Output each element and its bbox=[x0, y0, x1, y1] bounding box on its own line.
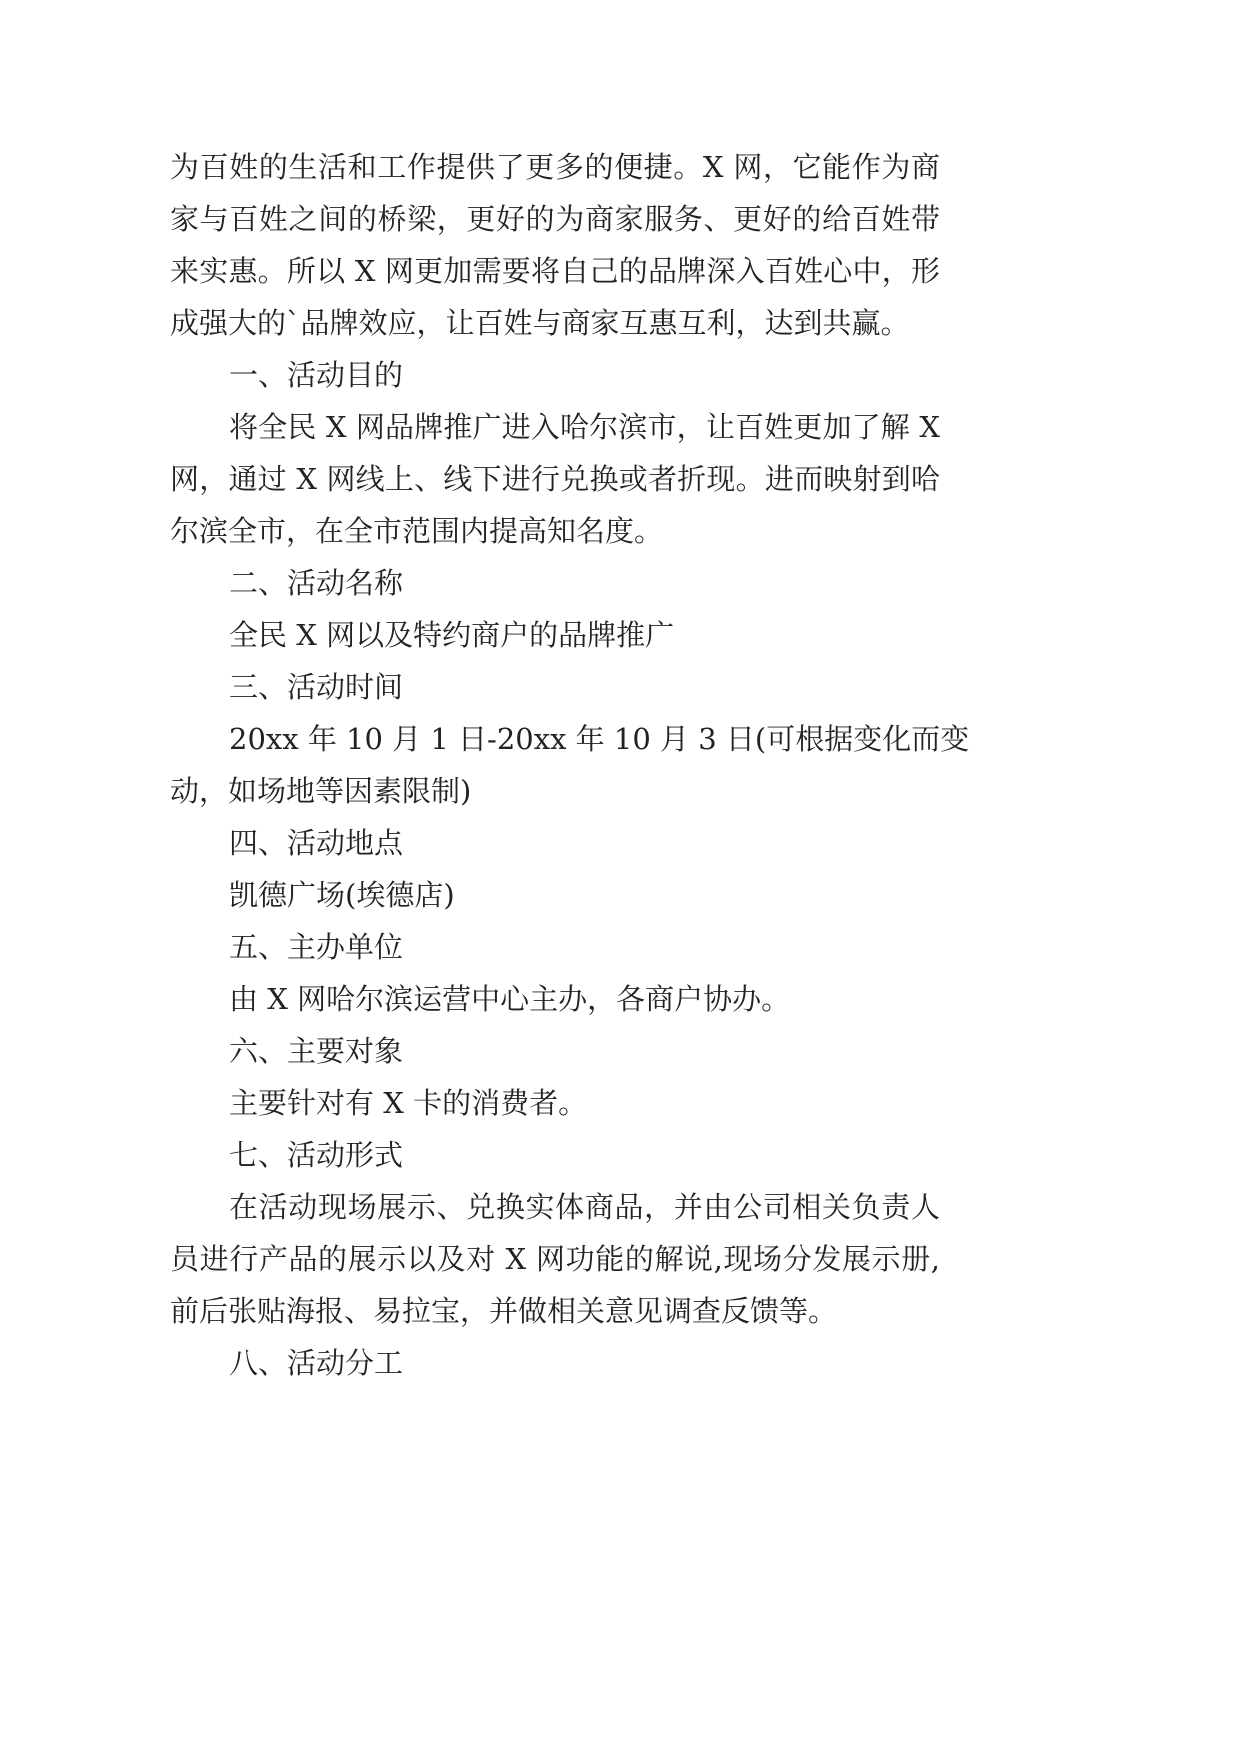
body-text-line: 由 X 网哈尔滨运营中心主办，各商户协办。 bbox=[229, 982, 791, 1016]
body-text-line: 网，通过 X 网线上、线下进行兑换或者折现。进而映射到哈 bbox=[170, 462, 940, 496]
body-text-line: 全民 X 网以及特约商户的品牌推广 bbox=[229, 618, 675, 652]
body-text-line: 在活动现场展示、兑换实体商品，并由公司相关负责人 bbox=[229, 1190, 940, 1224]
section-heading: 三、活动时间 bbox=[229, 670, 404, 704]
section-heading: 一、活动目的 bbox=[229, 358, 404, 392]
section-heading: 七、活动形式 bbox=[229, 1138, 404, 1172]
body-text-line: 为百姓的生活和工作提供了更多的便捷。X 网，它能作为商 bbox=[170, 150, 940, 184]
body-text-line: 家与百姓之间的桥梁，更好的为商家服务、更好的给百姓带 bbox=[170, 202, 940, 236]
body-text-line: 来实惠。所以 X 网更加需要将自己的品牌深入百姓心中，形 bbox=[170, 254, 940, 288]
body-text-line: 员进行产品的展示以及对 X 网功能的解说,现场分发展示册, bbox=[170, 1242, 940, 1276]
body-text-line: 将全民 X 网品牌推广进入哈尔滨市，让百姓更加了解 X bbox=[229, 410, 940, 444]
section-heading: 八、活动分工 bbox=[229, 1346, 404, 1380]
section-heading: 五、主办单位 bbox=[229, 930, 404, 964]
body-text-line: 20xx 年 10 月 1 日-20xx 年 10 月 3 日(可根据变化而变 bbox=[229, 722, 970, 756]
body-text-line: 凯德广场(埃德店) bbox=[229, 878, 455, 912]
section-heading: 二、活动名称 bbox=[229, 566, 404, 600]
body-text-line: 成强大的`品牌效应，让百姓与商家互惠互利，达到共赢。 bbox=[170, 306, 910, 340]
body-text-line: 动，如场地等因素限制) bbox=[170, 774, 472, 808]
body-text-line: 主要针对有 X 卡的消费者。 bbox=[229, 1086, 588, 1120]
body-text-line: 前后张贴海报、易拉宝，并做相关意见调查反馈等。 bbox=[170, 1294, 838, 1328]
body-text-line: 尔滨全市，在全市范围内提高知名度。 bbox=[170, 514, 664, 548]
section-heading: 六、主要对象 bbox=[229, 1034, 404, 1068]
section-heading: 四、活动地点 bbox=[229, 826, 404, 860]
